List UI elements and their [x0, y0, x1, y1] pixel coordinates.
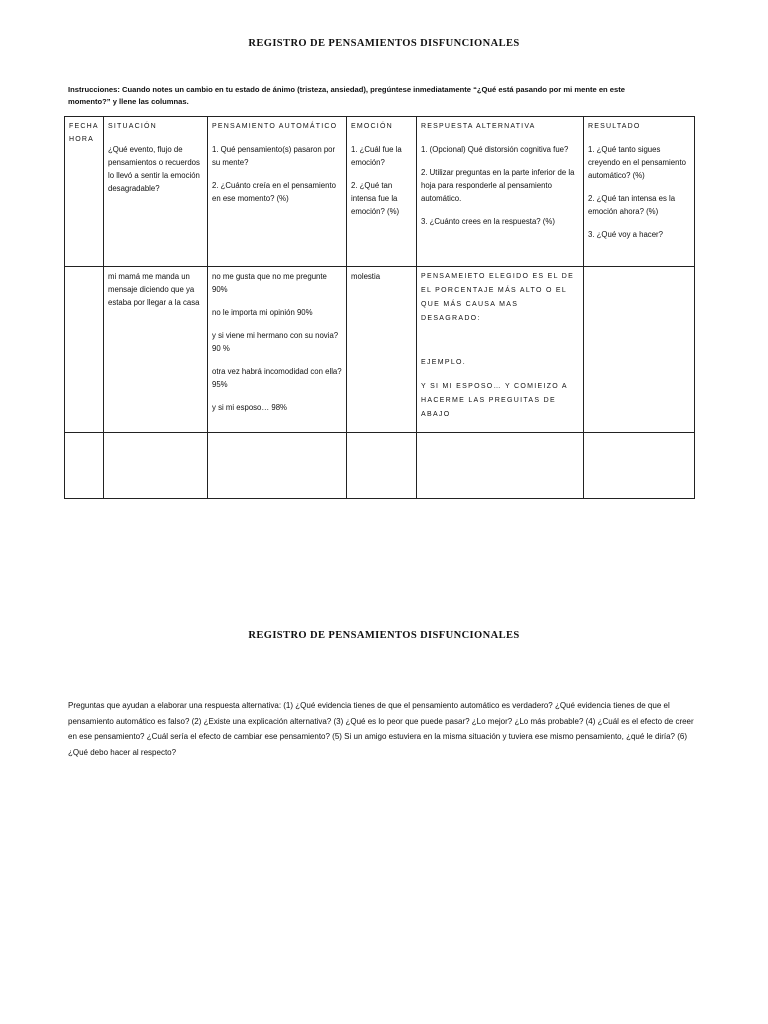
- page-title: REGISTRO DE PENSAMIENTOS DISFUNCIONALES: [248, 38, 520, 49]
- table-row: [65, 433, 695, 499]
- entry-thought-5: y si mi esposo… 98%: [212, 403, 287, 412]
- empty-cell: [417, 433, 584, 499]
- header-respuesta: RESPUESTA ALTERNATIVA: [421, 123, 536, 130]
- entry-thought-1: no me gusta que no me pregunte 90%: [212, 272, 327, 294]
- guide-pensamiento-1: 1. Qué pensamiento(s) pasaron por su mente?: [212, 145, 336, 167]
- entry-situacion-text: mi mamá me manda un mensaje diciendo que ya estaba por llegar a la casa: [108, 272, 200, 307]
- entry-situacion: [104, 267, 208, 433]
- empty-cell: [208, 433, 347, 499]
- guide-emocion-1: 1. ¿Cuál fue la emoción?: [351, 145, 402, 167]
- entry-emocion-text: molestia: [351, 272, 381, 281]
- header-cell-pensamiento: [208, 117, 347, 267]
- entry-emocion: [347, 267, 417, 433]
- header-fecha: FECHA: [69, 123, 99, 130]
- header-cell-respuesta: [417, 117, 584, 267]
- thought-record-table: [64, 116, 695, 499]
- header-cell-fecha: [65, 117, 104, 267]
- empty-cell: [65, 433, 104, 499]
- entry-fecha: [65, 267, 104, 433]
- header-cell-resultado: [584, 117, 695, 267]
- guide-situacion: ¿Qué evento, flujo de pensamientos o recuerdos lo llevó a sentir la emoción desagradable?: [108, 145, 200, 193]
- guide-emocion-2: 2. ¿Qué tan intensa fue la emoción? (%): [351, 181, 400, 216]
- entry-thought-4: otra vez habrá incomodidad con ella? 95%: [212, 367, 342, 389]
- header-resultado: RESULTADO: [588, 123, 641, 130]
- guide-resultado-1: 1. ¿Qué tanto sigues creyendo en el pensamiento automático? (%): [588, 145, 686, 180]
- entry-thought-3: y si viene mi hermano con su novia? 90 %: [212, 331, 339, 353]
- header-situacion: SITUACIÓN: [108, 123, 157, 130]
- guide-pensamiento-2: 2. ¿Cuánto creía en el pensamiento en ese momento? (%): [212, 181, 336, 203]
- header-pensamiento: PENSAMIENTO AUTOMÁTICO: [212, 123, 338, 130]
- header-cell-situacion: [104, 117, 208, 267]
- table-row: [65, 267, 695, 433]
- entry-respuesta-3: Y SI MI ESPOSO… Y COMIEIZO A HACERME LAS PREGUITAS DE ABAJO: [421, 383, 568, 418]
- page-title-2: REGISTRO DE PENSAMIENTOS DISFUNCIONALES: [248, 630, 520, 641]
- entry-resultado: [584, 267, 695, 433]
- guide-resultado-2: 2. ¿Qué tan intensa es la emoción ahora? (%): [588, 194, 676, 216]
- header-cell-emocion: [347, 117, 417, 267]
- guide-respuesta-2: 2. Utilizar preguntas en la parte inferior de la hoja para responderle al pensamiento automático.: [421, 168, 575, 203]
- entry-pensamiento: [208, 267, 347, 433]
- entry-thought-2: no le importa mi opinión 90%: [212, 308, 313, 317]
- guide-resultado-3: 3. ¿Qué voy a hacer?: [588, 230, 663, 239]
- guide-respuesta-1: 1. (Opcional) Qué distorsión cognitiva fue?: [421, 145, 569, 154]
- entry-respuesta-2: EJEMPLO.: [421, 359, 467, 366]
- table-row: [65, 117, 695, 267]
- empty-cell: [347, 433, 417, 499]
- instructions-text: Instrucciones: Cuando notes un cambio en tu estado de ánimo (tristeza, ansiedad), pregúntese inmediatamente “¿Qué está pasando por mi mente en este momento?” y llene las columnas.: [68, 85, 625, 106]
- entry-respuesta-1: PENSAMEIETO ELEGIDO ES EL DE EL PORCENTAJE MÁS ALTO O EL QUE MÁS CAUSA MAS DESAGRADO:: [421, 273, 575, 322]
- header-hora: HORA: [69, 136, 95, 143]
- guide-respuesta-3: 3. ¿Cuánto crees en la respuesta? (%): [421, 217, 555, 226]
- questions-text: Preguntas que ayudan a elaborar una respuesta alternativa: (1) ¿Qué evidencia tienes de que el pensamiento automático es verdadero? ¿Qué evidencia tienes de que el pensamiento automático es falso? (2) ¿Existe una explicación alternativa? (3) ¿Qué es lo peor que puede pasar? ¿Lo mejor? ¿Lo más probable? (4) ¿Cuál es el efecto de creer en ese pensamiento? ¿Cuál sería el efecto de cambiar ese pensamiento? (5) Si un amigo estuviera en la misma situación y tuviera ese mismo pensamiento, ¿qué le diría? (6) ¿Qué debo hacer al respecto?: [68, 701, 694, 757]
- empty-cell: [104, 433, 208, 499]
- entry-respuesta: [417, 267, 584, 433]
- empty-cell: [584, 433, 695, 499]
- header-emocion: EMOCIÓN: [351, 123, 393, 130]
